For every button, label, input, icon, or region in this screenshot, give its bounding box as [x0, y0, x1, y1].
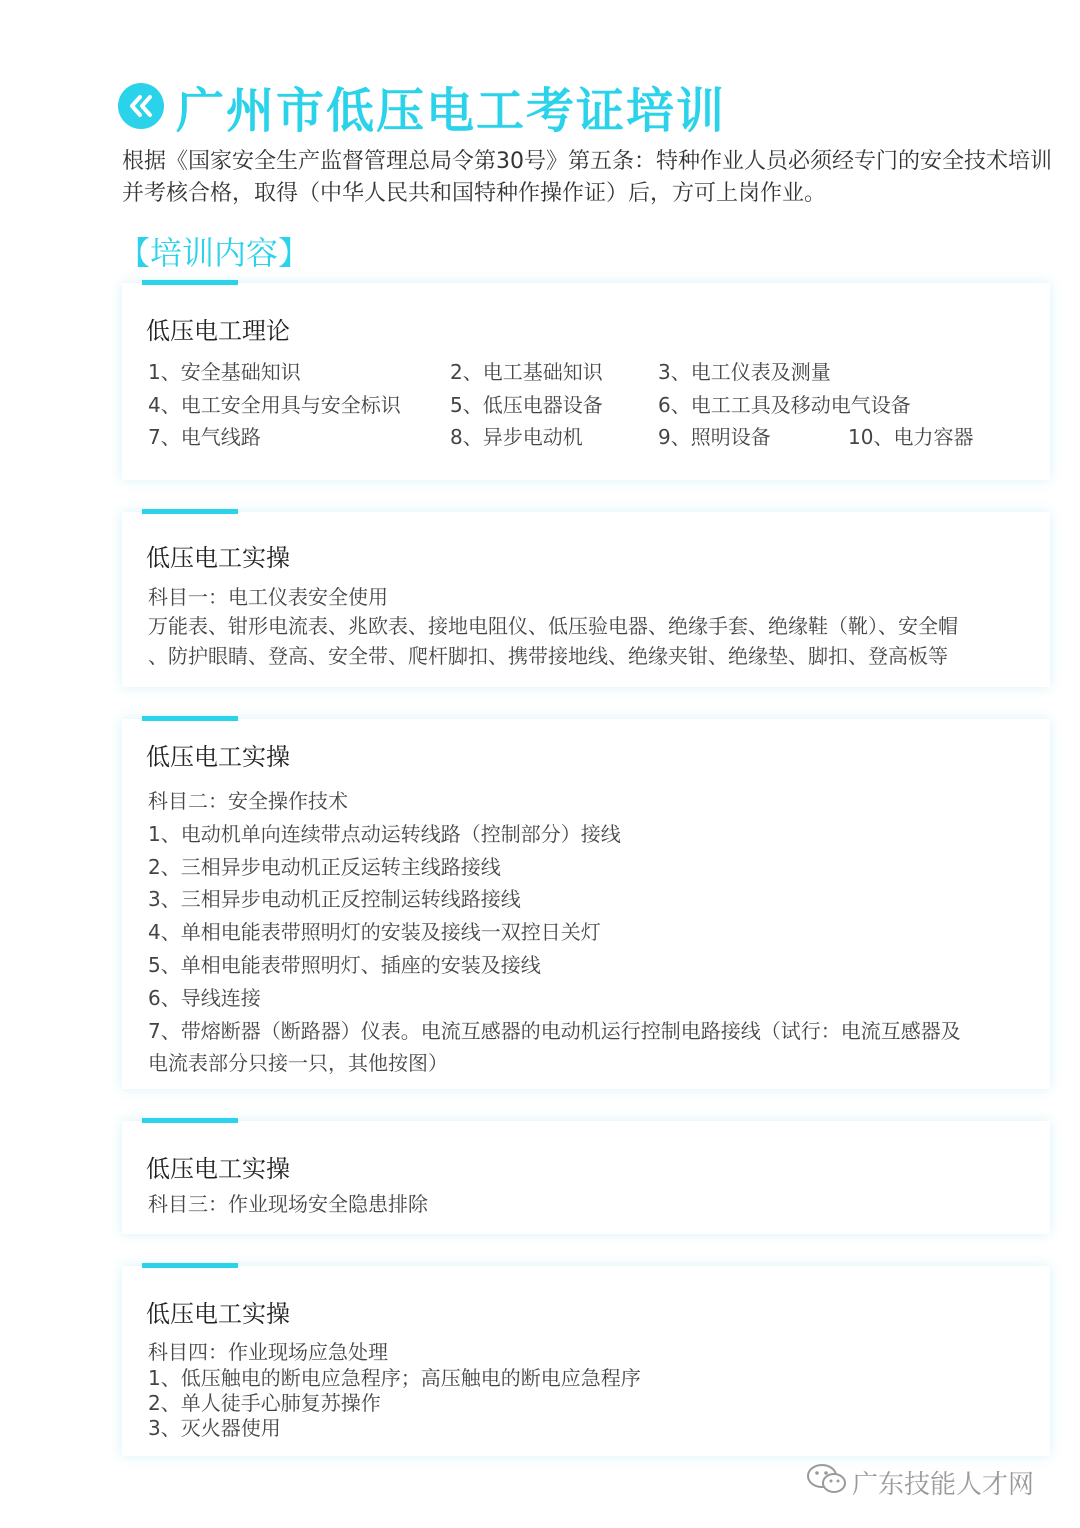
practice-card-subject-3	[122, 1121, 1050, 1234]
content-line: 电流表部分只接一只，其他按图）	[148, 1051, 448, 1075]
double-chevron-left-icon	[118, 83, 164, 129]
theory-item: 10、电力容器	[848, 425, 974, 449]
card-title: 低压电工实操	[146, 1300, 290, 1328]
content-line: 6、导线连接	[148, 986, 261, 1010]
content-line: 1、电动机单向连续带点动运转线路（控制部分）接线	[148, 822, 621, 846]
content-line: 5、单相电能表带照明灯、插座的安装及接线	[148, 953, 541, 977]
page-title: 广州市低压电工考证培训	[176, 82, 727, 139]
theory-item: 3、电工仪表及测量	[658, 360, 831, 384]
content-line: 2、单人徒手心肺复苏操作	[148, 1391, 381, 1415]
theory-item: 4、电工安全用具与安全标识	[148, 393, 401, 417]
content-line: 、防护眼睛、登高、安全带、爬杆脚扣、携带接地线、绝缘夹钳、绝缘垫、脚扣、登高板等	[148, 644, 948, 668]
practice-card-subject-2	[122, 719, 1050, 1089]
theory-item: 6、电工工具及移动电气设备	[658, 393, 911, 417]
card-title: 低压电工实操	[146, 743, 290, 771]
content-line: 4、单相电能表带照明灯的安装及接线一双控日关灯	[148, 920, 601, 944]
theory-item: 5、低压电器设备	[450, 393, 603, 417]
watermark	[806, 1462, 1034, 1503]
content-line: 1、低压触电的断电应急程序；高压触电的断电应急程序	[148, 1366, 641, 1390]
practice-card-subject-4	[122, 1266, 1050, 1456]
subject-label: 科目三：作业现场安全隐患排除	[148, 1192, 428, 1216]
content-line: 2、三相异步电动机正反运转主线路接线	[148, 855, 501, 879]
card-accent-bar	[142, 1118, 238, 1123]
theory-item: 7、电气线路	[148, 425, 261, 449]
page-header	[118, 76, 727, 139]
content-line: 3、三相异步电动机正反控制运转线路接线	[148, 887, 521, 911]
content-line: 3、灭火器使用	[148, 1416, 281, 1440]
card-accent-bar	[142, 716, 238, 721]
section-heading: 【培训内容】	[118, 234, 311, 272]
subject-label: 科目四：作业现场应急处理	[148, 1340, 388, 1364]
card-accent-bar	[142, 509, 238, 514]
card-accent-bar	[142, 280, 238, 285]
wechat-icon	[806, 1462, 848, 1503]
card-accent-bar	[142, 1263, 238, 1268]
content-line: 万能表、钳形电流表、兆欧表、接地电阻仪、低压验电器、绝缘手套、绝缘鞋（靴）、安全帽	[148, 614, 958, 638]
theory-card	[122, 283, 1050, 480]
card-title: 低压电工实操	[146, 1155, 290, 1183]
card-title: 低压电工实操	[146, 544, 290, 572]
practice-card-subject-1	[122, 512, 1050, 687]
theory-item: 8、异步电动机	[450, 425, 583, 449]
content-line: 7、带熔断器（断路器）仪表。电流互感器的电动机运行控制电路接线（试行：电流互感器及	[148, 1019, 961, 1043]
theory-item: 1、安全基础知识	[148, 360, 301, 384]
card-title: 低压电工理论	[146, 317, 290, 345]
watermark-text: 广东技能人才网	[852, 1470, 1035, 1500]
subject-label: 科目一：电工仪表安全使用	[148, 585, 388, 609]
theory-item: 9、照明设备	[658, 425, 771, 449]
intro-paragraph: 根据《国家安全生产监督管理总局令第30号》第五条：特种作业人员必须经专门的安全技术培训并考核合格，取得（中华人民共和国特种作操作证）后，方可上岗作业。	[122, 149, 1052, 206]
subject-label: 科目二：安全操作技术	[148, 789, 348, 813]
theory-item: 2、电工基础知识	[450, 360, 603, 384]
